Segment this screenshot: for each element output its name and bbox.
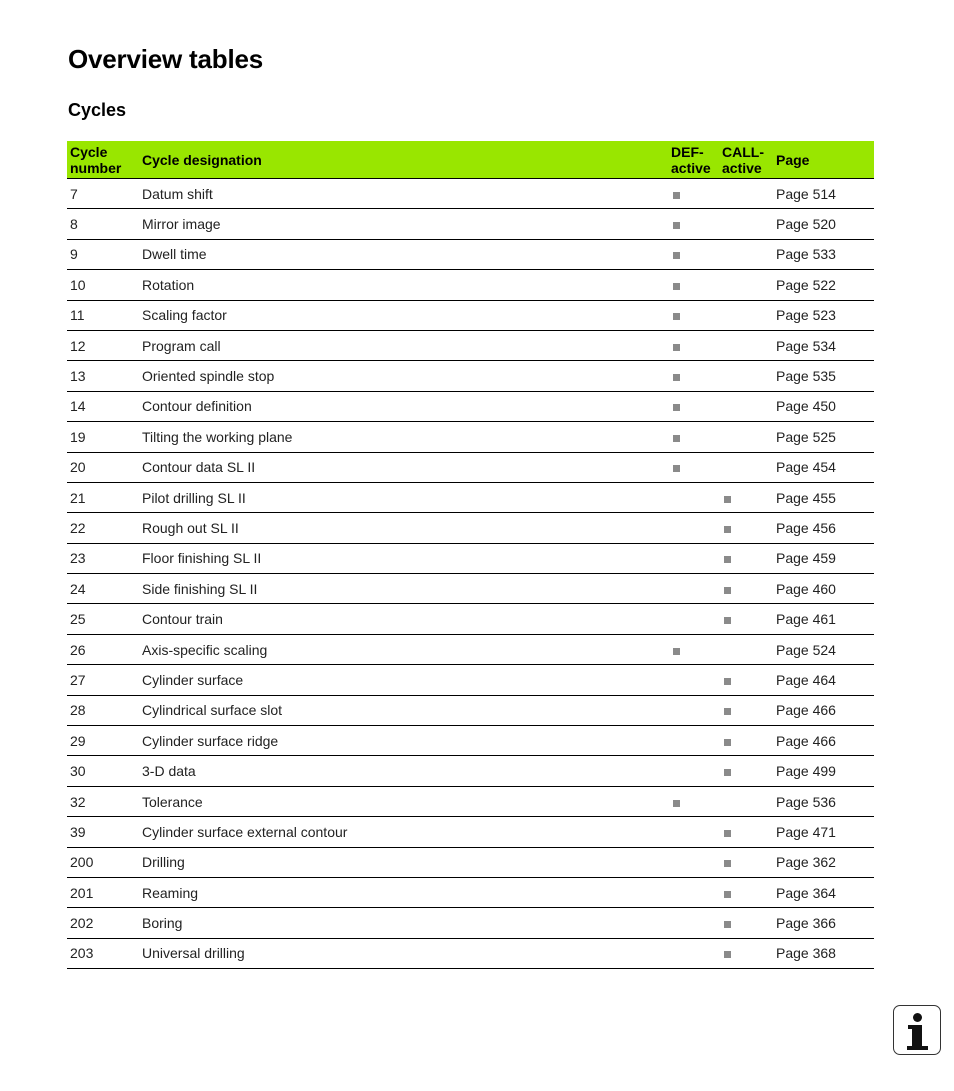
table-row: [67, 726, 874, 756]
header-page: Page: [773, 141, 874, 179]
page-reference: Page 534: [773, 330, 874, 360]
call-active-cell: [719, 574, 773, 604]
cycle-number: 13: [67, 361, 139, 391]
def-active-cell: [668, 877, 719, 907]
cycle-number: 12: [67, 330, 139, 360]
cycle-number: 20: [67, 452, 139, 482]
cycle-number: 9: [67, 239, 139, 269]
call-active-cell: [719, 361, 773, 391]
def-active-cell: [668, 756, 719, 786]
table-header-row: [67, 141, 874, 179]
def-active-marker-icon: [673, 800, 680, 807]
call-active-cell: [719, 452, 773, 482]
cycle-number: 201: [67, 877, 139, 907]
page-reference: Page 514: [773, 179, 874, 209]
header-cycle-designation: Cycle designation: [139, 141, 668, 179]
cycle-designation: Cylinder surface ridge: [139, 726, 668, 756]
cycle-designation: Contour train: [139, 604, 668, 634]
call-active-cell: [719, 300, 773, 330]
def-active-cell: [668, 817, 719, 847]
cycle-designation: Pilot drilling SL II: [139, 482, 668, 512]
cycle-number: 27: [67, 665, 139, 695]
table-row: [67, 270, 874, 300]
cycles-table: [67, 141, 874, 969]
page-reference: Page 461: [773, 604, 874, 634]
page-reference: Page 536: [773, 786, 874, 816]
cycle-designation: Drilling: [139, 847, 668, 877]
table-row: [67, 908, 874, 938]
def-active-cell: [668, 786, 719, 816]
cycle-designation: Floor finishing SL II: [139, 543, 668, 573]
call-active-cell: [719, 634, 773, 664]
page-reference: Page 460: [773, 574, 874, 604]
cycle-number: 32: [67, 786, 139, 816]
call-active-marker-icon: [724, 739, 731, 746]
page-reference: Page 522: [773, 270, 874, 300]
call-active-cell: [719, 817, 773, 847]
call-active-marker-icon: [724, 526, 731, 533]
table-row: [67, 756, 874, 786]
cycle-designation: Dwell time: [139, 239, 668, 269]
page-reference: Page 523: [773, 300, 874, 330]
def-active-cell: [668, 634, 719, 664]
header-def-active: DEF-active: [668, 141, 719, 179]
table-row: [67, 817, 874, 847]
page-reference: Page 533: [773, 239, 874, 269]
def-active-marker-icon: [673, 283, 680, 290]
page-reference: Page 525: [773, 422, 874, 452]
call-active-marker-icon: [724, 496, 731, 503]
def-active-cell: [668, 391, 719, 421]
def-active-cell: [668, 574, 719, 604]
cycle-number: 26: [67, 634, 139, 664]
def-active-marker-icon: [673, 222, 680, 229]
call-active-cell: [719, 604, 773, 634]
call-active-cell: [719, 938, 773, 968]
page-reference: Page 459: [773, 543, 874, 573]
page-reference: Page 450: [773, 391, 874, 421]
call-active-cell: [719, 847, 773, 877]
cycle-designation: Reaming: [139, 877, 668, 907]
page-reference: Page 368: [773, 938, 874, 968]
cycle-number: 24: [67, 574, 139, 604]
call-active-cell: [719, 330, 773, 360]
cycle-number: 22: [67, 513, 139, 543]
def-active-cell: [668, 330, 719, 360]
cycle-designation: Universal drilling: [139, 938, 668, 968]
def-active-cell: [668, 513, 719, 543]
call-active-cell: [719, 726, 773, 756]
header-call-active: CALL-active: [719, 141, 773, 179]
def-active-marker-icon: [673, 648, 680, 655]
def-active-cell: [668, 665, 719, 695]
cycle-number: 14: [67, 391, 139, 421]
def-active-marker-icon: [673, 313, 680, 320]
call-active-cell: [719, 179, 773, 209]
page-reference: Page 362: [773, 847, 874, 877]
cycle-designation: Cylinder surface external contour: [139, 817, 668, 847]
cycle-designation: Cylinder surface: [139, 665, 668, 695]
def-active-cell: [668, 452, 719, 482]
call-active-cell: [719, 482, 773, 512]
def-active-cell: [668, 695, 719, 725]
cycle-designation: 3-D data: [139, 756, 668, 786]
cycle-designation: Scaling factor: [139, 300, 668, 330]
page-reference: Page 524: [773, 634, 874, 664]
cycle-designation: Datum shift: [139, 179, 668, 209]
table-row: [67, 634, 874, 664]
table-row: [67, 330, 874, 360]
cycle-designation: Boring: [139, 908, 668, 938]
call-active-cell: [719, 270, 773, 300]
page-reference: Page 366: [773, 908, 874, 938]
def-active-cell: [668, 847, 719, 877]
call-active-marker-icon: [724, 891, 731, 898]
def-active-marker-icon: [673, 404, 680, 411]
table-row: [67, 179, 874, 209]
def-active-cell: [668, 938, 719, 968]
call-active-cell: [719, 877, 773, 907]
def-active-cell: [668, 543, 719, 573]
call-active-marker-icon: [724, 921, 731, 928]
call-active-marker-icon: [724, 951, 731, 958]
def-active-cell: [668, 270, 719, 300]
cycle-number: 28: [67, 695, 139, 725]
cycle-designation: Mirror image: [139, 209, 668, 239]
page-reference: Page 466: [773, 695, 874, 725]
call-active-marker-icon: [724, 617, 731, 624]
cycle-number: 202: [67, 908, 139, 938]
def-active-marker-icon: [673, 192, 680, 199]
call-active-cell: [719, 513, 773, 543]
cycle-number: 30: [67, 756, 139, 786]
call-active-cell: [719, 786, 773, 816]
def-active-marker-icon: [673, 374, 680, 381]
call-active-cell: [719, 908, 773, 938]
def-active-marker-icon: [673, 465, 680, 472]
cycle-designation: Tilting the working plane: [139, 422, 668, 452]
cycle-designation: Rotation: [139, 270, 668, 300]
def-active-cell: [668, 239, 719, 269]
cycle-designation: Rough out SL II: [139, 513, 668, 543]
table-row: [67, 391, 874, 421]
def-active-cell: [668, 361, 719, 391]
call-active-cell: [719, 239, 773, 269]
cycle-number: 21: [67, 482, 139, 512]
page-reference: Page 471: [773, 817, 874, 847]
cycle-designation: Axis-specific scaling: [139, 634, 668, 664]
table-row: [67, 604, 874, 634]
table-row: [67, 877, 874, 907]
def-active-marker-icon: [673, 252, 680, 259]
table-row: [67, 452, 874, 482]
table-row: [67, 300, 874, 330]
table-row: [67, 361, 874, 391]
def-active-cell: [668, 422, 719, 452]
call-active-cell: [719, 422, 773, 452]
table-row: [67, 513, 874, 543]
table-row: [67, 482, 874, 512]
page-reference: Page 364: [773, 877, 874, 907]
call-active-cell: [719, 695, 773, 725]
table-row: [67, 239, 874, 269]
cycle-number: 7: [67, 179, 139, 209]
page-reference: Page 464: [773, 665, 874, 695]
cycle-number: 8: [67, 209, 139, 239]
table-row: [67, 574, 874, 604]
cycle-number: 11: [67, 300, 139, 330]
table-row: [67, 422, 874, 452]
table-row: [67, 665, 874, 695]
cycle-number: 200: [67, 847, 139, 877]
page-reference: Page 520: [773, 209, 874, 239]
call-active-cell: [719, 209, 773, 239]
table-body: [67, 179, 874, 969]
call-active-marker-icon: [724, 860, 731, 867]
page-reference: Page 535: [773, 361, 874, 391]
table-row: [67, 938, 874, 968]
table-row: [67, 786, 874, 816]
cycle-designation: Program call: [139, 330, 668, 360]
def-active-cell: [668, 179, 719, 209]
def-active-cell: [668, 726, 719, 756]
def-active-cell: [668, 482, 719, 512]
def-active-cell: [668, 604, 719, 634]
page-reference: Page 455: [773, 482, 874, 512]
table-row: [67, 847, 874, 877]
info-icon: [893, 1005, 941, 1055]
cycle-designation: Oriented spindle stop: [139, 361, 668, 391]
cycle-designation: Contour definition: [139, 391, 668, 421]
cycle-number: 25: [67, 604, 139, 634]
call-active-marker-icon: [724, 769, 731, 776]
call-active-marker-icon: [724, 587, 731, 594]
call-active-marker-icon: [724, 556, 731, 563]
cycle-designation: Side finishing SL II: [139, 574, 668, 604]
call-active-cell: [719, 665, 773, 695]
page-reference: Page 456: [773, 513, 874, 543]
call-active-cell: [719, 543, 773, 573]
def-active-marker-icon: [673, 344, 680, 351]
header-cycle-number: Cycle number: [67, 141, 139, 179]
table-row: [67, 695, 874, 725]
page-reference: Page 466: [773, 726, 874, 756]
page-title: Overview tables: [68, 44, 263, 74]
def-active-cell: [668, 908, 719, 938]
cycle-number: 29: [67, 726, 139, 756]
section-title: Cycles: [68, 100, 127, 120]
cycle-designation: Cylindrical surface slot: [139, 695, 668, 725]
def-active-cell: [668, 209, 719, 239]
call-active-marker-icon: [724, 708, 731, 715]
call-active-cell: [719, 391, 773, 421]
table-row: [67, 209, 874, 239]
cycle-designation: Contour data SL II: [139, 452, 668, 482]
call-active-marker-icon: [724, 830, 731, 837]
cycle-number: 19: [67, 422, 139, 452]
page-reference: Page 454: [773, 452, 874, 482]
cycle-number: 203: [67, 938, 139, 968]
def-active-marker-icon: [673, 435, 680, 442]
call-active-marker-icon: [724, 678, 731, 685]
table-row: [67, 543, 874, 573]
call-active-cell: [719, 756, 773, 786]
cycle-number: 10: [67, 270, 139, 300]
page-reference: Page 499: [773, 756, 874, 786]
cycle-number: 23: [67, 543, 139, 573]
def-active-cell: [668, 300, 719, 330]
cycle-number: 39: [67, 817, 139, 847]
cycle-designation: Tolerance: [139, 786, 668, 816]
